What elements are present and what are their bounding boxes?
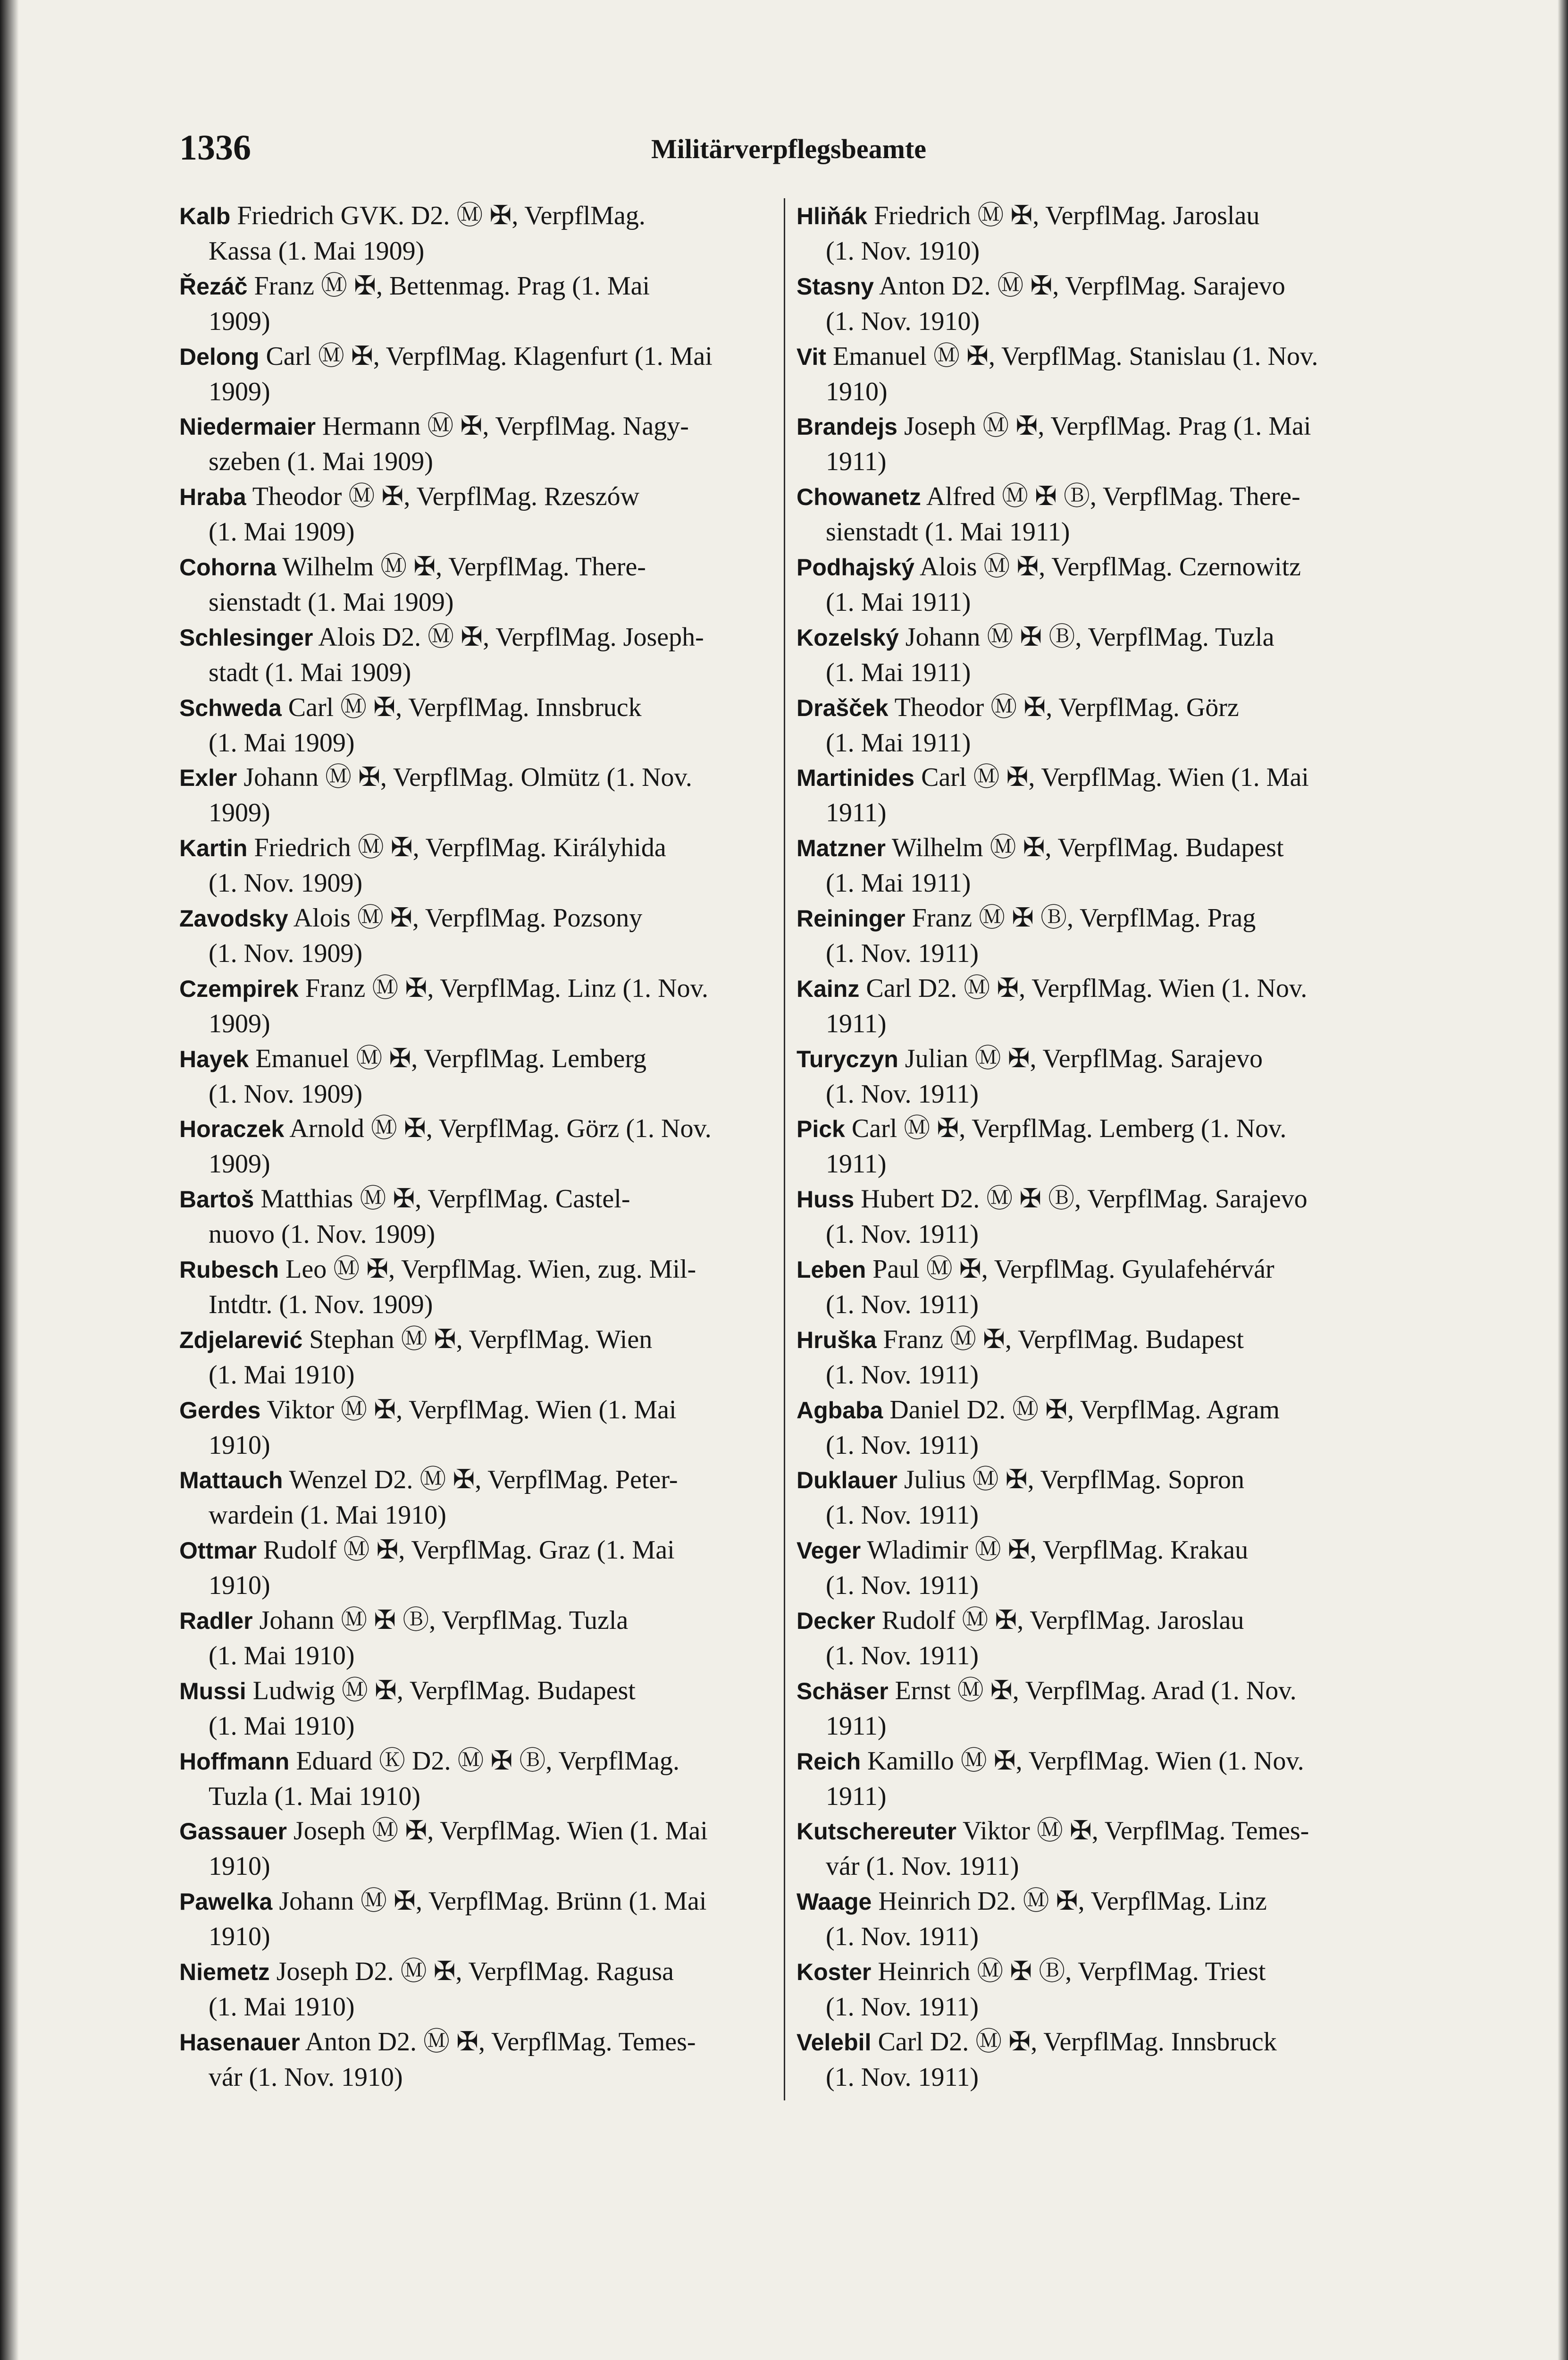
entry-details: Leo Ⓜ ✠, VerpflMag. Wien, zug. Mil-: [279, 1254, 696, 1284]
entry-first-line: [797, 760, 1396, 795]
entry-surname: Mattauch: [179, 1467, 283, 1494]
entry-first-line: [179, 971, 779, 1006]
entry-continuation: (1. Nov. 1909): [209, 1079, 363, 1109]
entry-first-line: [797, 1884, 1396, 1919]
entry-details: Viktor Ⓜ ✠, VerpflMag. Temes-: [956, 1816, 1309, 1846]
entry-continuation: nuovo (1. Nov. 1909): [209, 1220, 436, 1249]
entry-surname: Gerdes: [179, 1397, 261, 1424]
entry-continuation: (1. Nov. 1911): [826, 1641, 979, 1670]
entry-details: Heinrich D2. Ⓜ ✠, VerpflMag. Linz: [872, 1887, 1267, 1916]
entry-first-line: [797, 690, 1396, 725]
entry-details: Johann Ⓜ ✠ Ⓑ, VerpflMag. Tuzla: [252, 1605, 629, 1635]
entry-surname: Kozelský: [797, 624, 899, 651]
entry-continuation: (1. Mai 1910): [209, 1711, 355, 1741]
personnel-entry: [797, 1181, 1396, 1252]
personnel-entry: [179, 830, 779, 901]
entry-surname: Niedermaier: [179, 413, 316, 440]
entry-continuation: 1911): [826, 447, 887, 477]
personnel-entry: [179, 1322, 779, 1392]
entry-surname: Bartoš: [179, 1186, 254, 1213]
entry-details: Rudolf Ⓜ ✠, VerpflMag. Graz (1. Mai: [256, 1535, 675, 1565]
right-column: [797, 198, 1396, 2110]
entry-details: Joseph Ⓜ ✠, VerpflMag. Prag (1. Mai: [897, 412, 1311, 441]
entry-surname: Reininger: [797, 905, 906, 932]
entry-continuation: Tuzla (1. Mai 1910): [209, 1781, 421, 1811]
personnel-entry: [179, 269, 779, 339]
entry-first-line: [797, 1744, 1396, 1779]
entry-details: Franz Ⓜ ✠, VerpflMag. Budapest: [876, 1324, 1244, 1354]
entry-continuation: (1. Mai 1910): [209, 1641, 355, 1670]
entry-continuation: (1. Nov. 1909): [209, 938, 363, 968]
entry-details: Joseph D2. Ⓜ ✠, VerpflMag. Ragusa: [269, 1956, 674, 1986]
entry-continuation: (1. Nov. 1911): [826, 938, 979, 968]
personnel-entry: [797, 1111, 1396, 1181]
entry-continuation: (1. Mai 1911): [826, 657, 971, 687]
entry-surname: Chowanetz: [797, 484, 921, 511]
entry-surname: Horaczek: [179, 1116, 285, 1143]
entry-continuation: 1910): [209, 1430, 270, 1460]
personnel-entry: [797, 1322, 1396, 1392]
entry-continuation: stadt (1. Mai 1909): [209, 657, 411, 687]
personnel-entry: [179, 901, 779, 971]
entry-continuation: (1. Nov. 1911): [826, 1430, 979, 1460]
entry-first-line: [797, 1954, 1396, 1989]
entry-surname: Kutschereuter: [797, 1818, 956, 1845]
entry-surname: Kalb: [179, 203, 231, 229]
entry-first-line: [179, 549, 779, 585]
personnel-entry: [797, 198, 1396, 269]
column-divider: [784, 198, 785, 2100]
entry-surname: Matzner: [797, 835, 886, 862]
entry-details: Wenzel D2. Ⓜ ✠, VerpflMag. Peter-: [283, 1465, 678, 1495]
entry-surname: Pawelka: [179, 1888, 273, 1915]
entry-continuation: 1909): [209, 1149, 270, 1179]
entry-continuation: (1. Nov. 1910): [826, 306, 980, 336]
personnel-entry: [179, 1392, 779, 1463]
entry-continuation: (1. Nov. 1911): [826, 1571, 979, 1601]
entry-first-line: [179, 1954, 779, 1989]
entry-first-line: [797, 830, 1396, 866]
entry-first-line: [797, 971, 1396, 1006]
entry-continuation: 1909): [209, 798, 270, 828]
entry-details: Emanuel Ⓜ ✠, VerpflMag. Lemberg: [249, 1044, 646, 1073]
entry-continuation: 1911): [826, 1149, 887, 1179]
entry-continuation: 1910): [209, 1852, 270, 1881]
entry-details: Franz Ⓜ ✠ Ⓑ, VerpflMag. Prag: [905, 903, 1256, 933]
entry-surname: Řezáč: [179, 273, 248, 300]
entry-details: Wilhelm Ⓜ ✠, VerpflMag. There-: [276, 552, 646, 582]
entry-continuation: (1. Nov. 1910): [826, 236, 980, 266]
entry-surname: Decker: [797, 1607, 875, 1634]
entry-first-line: [179, 830, 779, 866]
entry-details: Franz Ⓜ ✠, VerpflMag. Linz (1. Nov.: [298, 973, 708, 1003]
personnel-entry: [179, 1673, 779, 1744]
entry-details: Matthias Ⓜ ✠, VerpflMag. Castel-: [254, 1184, 630, 1214]
entry-surname: Leben: [797, 1256, 866, 1283]
entry-surname: Exler: [179, 765, 237, 792]
personnel-entry: [797, 1462, 1396, 1533]
entry-details: Friedrich Ⓜ ✠, VerpflMag. Jaroslau: [867, 201, 1260, 230]
entry-surname: Martinides: [797, 765, 915, 792]
personnel-entry: [797, 1603, 1396, 1673]
entry-continuation: 1909): [209, 1009, 270, 1038]
entry-surname: Hruška: [797, 1326, 877, 1353]
entry-first-line: [179, 1533, 779, 1568]
entry-first-line: [797, 901, 1396, 936]
entry-details: Paul Ⓜ ✠, VerpflMag. Gyulafehérvár: [866, 1254, 1275, 1284]
scan-shadow-left: [0, 0, 19, 2360]
personnel-entry: [797, 479, 1396, 549]
entry-first-line: [797, 1813, 1396, 1849]
entry-first-line: [797, 1462, 1396, 1498]
entry-surname: Hoffmann: [179, 1748, 290, 1775]
entry-details: Ernst Ⓜ ✠, VerpflMag. Arad (1. Nov.: [888, 1676, 1297, 1705]
entry-details: Rudolf Ⓜ ✠, VerpflMag. Jaroslau: [875, 1605, 1244, 1635]
personnel-entry: [179, 1181, 779, 1252]
entry-continuation: (1. Mai 1911): [826, 587, 971, 617]
entry-details: Johann Ⓜ ✠ Ⓑ, VerpflMag. Tuzla: [898, 622, 1275, 652]
entry-details: Emanuel Ⓜ ✠, VerpflMag. Stanislau (1. Nov.: [826, 341, 1318, 371]
personnel-entry: [797, 971, 1396, 1041]
entry-first-line: [179, 760, 779, 795]
entry-first-line: [179, 269, 779, 304]
entry-first-line: [797, 1392, 1396, 1428]
entry-details: Kamillo Ⓜ ✠, VerpflMag. Wien (1. Nov.: [861, 1746, 1304, 1776]
personnel-entry: [797, 1673, 1396, 1744]
entry-surname: Drašček: [797, 694, 889, 721]
personnel-entry: [179, 760, 779, 830]
entry-surname: Hasenauer: [179, 2029, 300, 2056]
entry-surname: Veger: [797, 1537, 861, 1564]
entry-details: Friedrich Ⓜ ✠, VerpflMag. Királyhida: [247, 833, 666, 863]
entry-surname: Agbaba: [797, 1397, 883, 1424]
entry-details: Johann Ⓜ ✠, VerpflMag. Brünn (1. Mai: [272, 1887, 707, 1916]
entry-first-line: [179, 1111, 779, 1146]
personnel-entry: [797, 1744, 1396, 1814]
entry-first-line: [179, 1813, 779, 1849]
personnel-entry: [179, 1603, 779, 1673]
personnel-entry: [179, 620, 779, 690]
entry-surname: Schweda: [179, 694, 282, 721]
personnel-entry: [179, 1744, 779, 1814]
personnel-entry: [179, 198, 779, 269]
entry-first-line: [797, 269, 1396, 304]
entry-surname: Hliňák: [797, 203, 868, 229]
entry-details: Julian Ⓜ ✠, VerpflMag. Sarajevo: [898, 1044, 1263, 1073]
personnel-entry: [179, 1041, 779, 1112]
entry-first-line: [179, 1392, 779, 1428]
entry-first-line: [179, 2024, 779, 2060]
entry-details: Alois Ⓜ ✠, VerpflMag. Czernowitz: [914, 552, 1301, 582]
entry-continuation: wardein (1. Mai 1910): [209, 1500, 446, 1530]
entry-surname: Mussi: [179, 1677, 246, 1704]
entry-surname: Reich: [797, 1748, 861, 1775]
entry-first-line: [179, 1603, 779, 1638]
entry-surname: Schäser: [797, 1677, 889, 1704]
entry-details: Wladimir Ⓜ ✠, VerpflMag. Krakau: [861, 1535, 1249, 1565]
entry-first-line: [179, 620, 779, 655]
personnel-entry: [179, 690, 779, 760]
entry-first-line: [179, 1181, 779, 1217]
entry-first-line: [179, 1462, 779, 1498]
entry-first-line: [797, 1603, 1396, 1638]
entry-surname: Rubesch: [179, 1256, 279, 1283]
entry-surname: Vit: [797, 343, 826, 370]
entry-first-line: [179, 1884, 779, 1919]
entry-surname: Czempirek: [179, 975, 299, 1002]
entry-first-line: [797, 198, 1396, 234]
entry-continuation: (1. Nov. 1911): [826, 1360, 979, 1390]
entry-continuation: (1. Nov. 1911): [826, 1500, 979, 1530]
entry-continuation: (1. Mai 1911): [826, 728, 971, 758]
entry-first-line: [179, 479, 779, 514]
personnel-entry: [797, 1533, 1396, 1603]
personnel-entry: [179, 479, 779, 549]
entry-surname: Velebil: [797, 2029, 872, 2056]
running-head: Militärverpflegsbeamte: [651, 134, 927, 164]
entry-surname: Hayek: [179, 1045, 249, 1072]
personnel-entry: [179, 549, 779, 620]
entry-details: Carl Ⓜ ✠, VerpflMag. Innsbruck: [281, 692, 642, 722]
entry-surname: Duklauer: [797, 1467, 897, 1494]
entry-continuation: 1911): [826, 1711, 887, 1741]
entry-details: Carl Ⓜ ✠, VerpflMag. Lemberg (1. Nov.: [845, 1114, 1287, 1144]
entry-first-line: [179, 339, 779, 374]
entry-details: Alfred Ⓜ ✠ Ⓑ, VerpflMag. There-: [921, 482, 1300, 512]
entry-first-line: [797, 1322, 1396, 1357]
page-number: 1336: [179, 128, 251, 168]
entry-first-line: [797, 339, 1396, 374]
entry-first-line: [797, 620, 1396, 655]
personnel-entry: [797, 1813, 1396, 1884]
entry-surname: Podhajský: [797, 554, 915, 581]
entry-surname: Koster: [797, 1958, 872, 1985]
entry-continuation: 1910): [826, 377, 888, 406]
entry-details: Eduard Ⓚ D2. Ⓜ ✠ Ⓑ, VerpflMag.: [289, 1746, 679, 1776]
entry-details: Alois Ⓜ ✠, VerpflMag. Pozsony: [288, 903, 643, 933]
entry-continuation: 1909): [209, 377, 270, 406]
entry-continuation: (1. Nov. 1911): [826, 1290, 979, 1319]
entry-first-line: [797, 479, 1396, 514]
personnel-entry: [797, 830, 1396, 901]
personnel-entry: [179, 1954, 779, 2024]
personnel-entry: [179, 1533, 779, 1603]
entry-continuation: 1911): [826, 1009, 887, 1038]
personnel-entry: [797, 2024, 1396, 2095]
entry-continuation: 1911): [826, 1781, 887, 1811]
entry-first-line: [797, 549, 1396, 585]
entry-details: Daniel D2. Ⓜ ✠, VerpflMag. Agram: [883, 1395, 1280, 1424]
personnel-entry: [797, 269, 1396, 339]
entry-continuation: (1. Nov. 1909): [209, 868, 363, 898]
entry-surname: Brandejs: [797, 413, 897, 440]
entry-surname: Schlesinger: [179, 624, 313, 651]
entry-first-line: [179, 1252, 779, 1287]
entry-surname: Ottmar: [179, 1537, 257, 1564]
entry-continuation: (1. Mai 1910): [209, 1992, 355, 2022]
personnel-entry: [179, 1462, 779, 1533]
entry-details: Wilhelm Ⓜ ✠, VerpflMag. Budapest: [885, 833, 1284, 863]
entry-details: Theodor Ⓜ ✠, VerpflMag. Rzeszów: [246, 482, 640, 512]
personnel-entry: [179, 2024, 779, 2095]
entry-continuation: (1. Mai 1910): [209, 1360, 355, 1390]
entry-first-line: [797, 409, 1396, 444]
entry-first-line: [797, 1673, 1396, 1709]
entry-first-line: [179, 409, 779, 444]
entry-surname: Waage: [797, 1888, 872, 1915]
entry-surname: Zavodsky: [179, 905, 288, 932]
entry-first-line: [797, 1533, 1396, 1568]
entry-details: Stephan Ⓜ ✠, VerpflMag. Wien: [302, 1324, 653, 1354]
personnel-entry: [797, 549, 1396, 620]
entry-surname: Zdjelarević: [179, 1326, 303, 1353]
entry-details: Joseph Ⓜ ✠, VerpflMag. Wien (1. Mai: [286, 1816, 708, 1846]
entry-details: Arnold Ⓜ ✠, VerpflMag. Görz (1. Nov.: [284, 1114, 712, 1144]
entry-details: Carl D2. Ⓜ ✠, VerpflMag. Innsbruck: [871, 2027, 1277, 2057]
entry-first-line: [179, 198, 779, 234]
personnel-entry: [179, 339, 779, 409]
scan-shadow-right: [1558, 0, 1568, 2360]
entry-first-line: [797, 1181, 1396, 1217]
entry-surname: Hraba: [179, 484, 246, 511]
entry-first-line: [179, 901, 779, 936]
personnel-entry: [797, 620, 1396, 690]
entry-details: Ludwig Ⓜ ✠, VerpflMag. Budapest: [246, 1676, 636, 1705]
entry-first-line: [797, 2024, 1396, 2060]
entry-continuation: 1910): [209, 1571, 270, 1601]
entry-details: Carl D2. Ⓜ ✠, VerpflMag. Wien (1. Nov.: [859, 973, 1308, 1003]
entry-surname: Cohorna: [179, 554, 277, 581]
entry-details: Heinrich Ⓜ ✠ Ⓑ, VerpflMag. Triest: [871, 1956, 1266, 1986]
entry-surname: Delong: [179, 343, 260, 370]
entry-surname: Radler: [179, 1607, 253, 1634]
entry-first-line: [179, 1744, 779, 1779]
entry-details: Anton D2. Ⓜ ✠, VerpflMag. Temes-: [300, 2027, 696, 2057]
personnel-entry: [797, 339, 1396, 409]
entry-first-line: [179, 1041, 779, 1077]
entry-continuation: vár (1. Nov. 1911): [826, 1852, 1019, 1881]
personnel-entry: [797, 409, 1396, 479]
entry-first-line: [797, 1111, 1396, 1146]
entry-surname: Stasny: [797, 273, 874, 300]
entry-continuation: vár (1. Nov. 1910): [209, 2062, 403, 2092]
personnel-entry: [179, 1813, 779, 1884]
entry-first-line: [179, 1322, 779, 1357]
entry-details: Franz Ⓜ ✠, Bettenmag. Prag (1. Mai: [247, 271, 650, 301]
entry-surname: Turyczyn: [797, 1045, 898, 1072]
entry-continuation: Intdtr. (1. Nov. 1909): [209, 1290, 433, 1319]
entry-surname: Gassauer: [179, 1818, 287, 1845]
entry-first-line: [797, 1041, 1396, 1077]
personnel-entry: [179, 1884, 779, 1954]
entry-continuation: szeben (1. Mai 1909): [209, 447, 433, 477]
page-header: [179, 127, 1406, 179]
entry-continuation: (1. Nov. 1911): [826, 1220, 979, 1249]
entry-first-line: [179, 690, 779, 725]
entry-details: Viktor Ⓜ ✠, VerpflMag. Wien (1. Mai: [260, 1395, 677, 1424]
entry-details: Theodor Ⓜ ✠, VerpflMag. Görz: [888, 692, 1239, 722]
personnel-entry: [797, 1954, 1396, 2024]
entry-surname: Pick: [797, 1116, 845, 1143]
personnel-entry: [797, 1041, 1396, 1112]
entry-continuation: (1. Nov. 1911): [826, 1922, 979, 1952]
entry-continuation: (1. Nov. 1911): [826, 2062, 979, 2092]
entry-continuation: (1. Nov. 1911): [826, 1079, 979, 1109]
entry-details: Hubert D2. Ⓜ ✠ Ⓑ, VerpflMag. Sarajevo: [854, 1184, 1308, 1214]
entry-continuation: 1909): [209, 306, 270, 336]
entry-details: Julius Ⓜ ✠, VerpflMag. Sopron: [897, 1465, 1244, 1495]
entry-continuation: 1911): [826, 798, 887, 828]
personnel-entry: [797, 1252, 1396, 1322]
entry-details: Carl Ⓜ ✠, VerpflMag. Wien (1. Mai: [914, 763, 1309, 792]
entry-details: Johann Ⓜ ✠, VerpflMag. Olmütz (1. Nov.: [237, 763, 692, 792]
entry-continuation: (1. Mai 1909): [209, 728, 355, 758]
personnel-entry: [179, 1111, 779, 1181]
entry-continuation: (1. Mai 1911): [826, 868, 971, 898]
personnel-entry: [797, 1884, 1396, 1954]
entry-details: Alois D2. Ⓜ ✠, VerpflMag. Joseph-: [313, 622, 704, 652]
entry-continuation: Kassa (1. Mai 1909): [209, 236, 425, 266]
personnel-entry: [797, 690, 1396, 760]
entry-continuation: sienstadt (1. Mai 1911): [826, 517, 1070, 547]
personnel-entry: [179, 1252, 779, 1322]
entry-continuation: (1. Nov. 1911): [826, 1992, 979, 2022]
personnel-entry: [179, 971, 779, 1041]
personnel-entry: [797, 901, 1396, 971]
entry-surname: Kainz: [797, 975, 860, 1002]
left-column: [179, 198, 779, 2110]
entry-details: Anton D2. Ⓜ ✠, VerpflMag. Sarajevo: [873, 271, 1285, 301]
entry-continuation: sienstadt (1. Mai 1909): [209, 587, 454, 617]
entry-continuation: 1910): [209, 1922, 270, 1952]
entry-surname: Kartin: [179, 835, 248, 862]
entry-first-line: [179, 1673, 779, 1709]
entry-details: Carl Ⓜ ✠, VerpflMag. Klagenfurt (1. Mai: [259, 341, 713, 371]
entry-surname: Huss: [797, 1186, 855, 1213]
entry-continuation: (1. Mai 1909): [209, 517, 355, 547]
entry-details: Hermann Ⓜ ✠, VerpflMag. Nagy-: [316, 412, 689, 441]
personnel-entry: [179, 409, 779, 479]
personnel-entry: [797, 760, 1396, 830]
entry-first-line: [797, 1252, 1396, 1287]
personnel-entry: [797, 1392, 1396, 1463]
entry-surname: Niemetz: [179, 1958, 270, 1985]
entry-details: Friedrich GVK. D2. Ⓜ ✠, VerpflMag.: [230, 201, 646, 230]
